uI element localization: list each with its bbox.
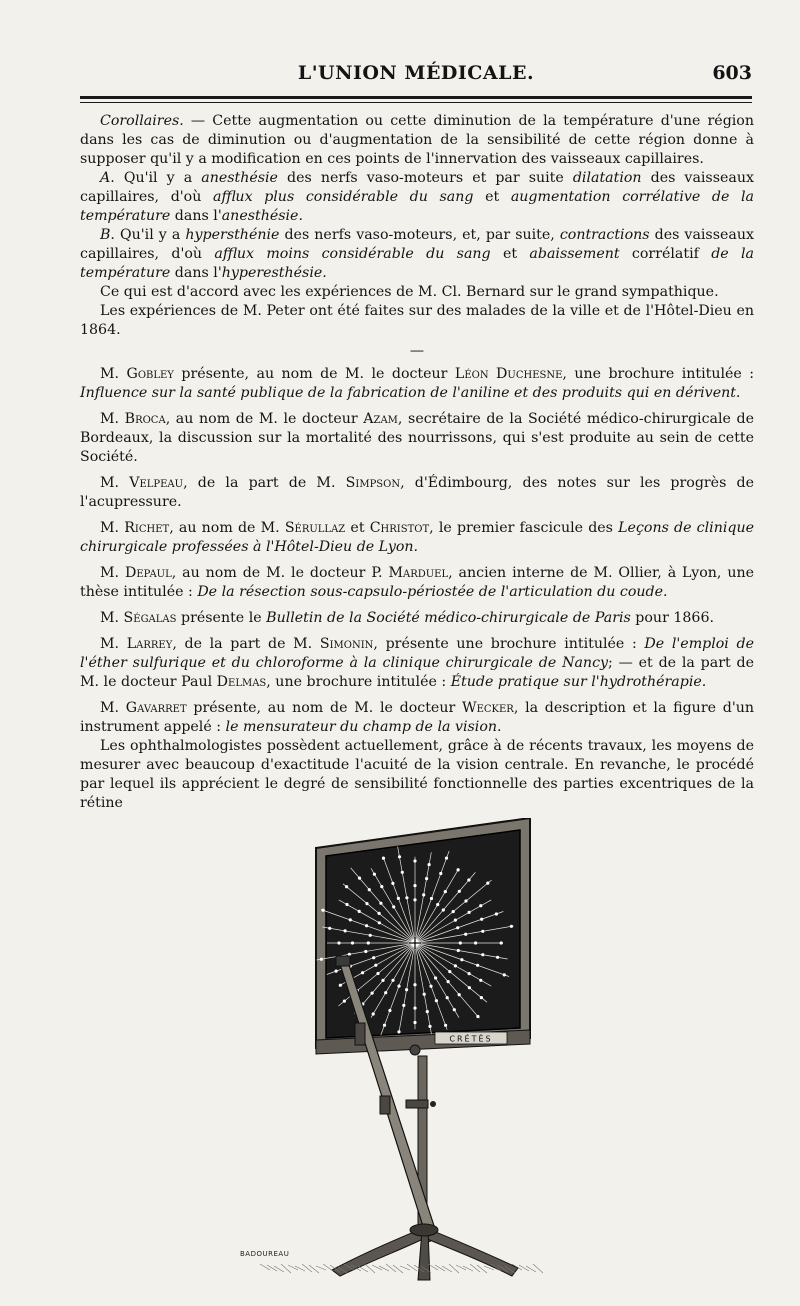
marker-dot	[365, 902, 368, 905]
paragraph-corollaires: Corollaires. — Cette augmentation ou cette diminution de la température d'une région dans les cas de diminution ou d'augmentation de la sensibilité de cette région donne à supposer qu'il y a modification en ces points de l'innervation des vaisseaux capillaires.	[80, 113, 754, 167]
figure-visual-field-instrument	[240, 818, 580, 1288]
hatch-line	[435, 1265, 445, 1271]
marker-dot	[413, 983, 416, 986]
marker-dot	[464, 899, 467, 902]
marker-dot	[457, 868, 460, 871]
hatch-line	[442, 1266, 452, 1272]
marker-dot	[358, 910, 361, 913]
marker-dot	[486, 882, 489, 885]
marker-dot	[481, 953, 484, 956]
marker-dot	[378, 912, 381, 915]
hatch-line	[393, 1265, 403, 1273]
marker-dot	[373, 873, 376, 876]
paragraph-ophtalmologistes: Les ophthalmologistes possèdent actuellement, grâce à de récents travaux, les moyens de mesurer avec beaucoup d'exactitude l'acuité de la vision centrale. En revanche, le procédé par lequel ils apprécient le degré de sensibilité fonctionnelle des parties excentriques de la rétine	[80, 738, 754, 811]
hatch-line	[463, 1266, 473, 1271]
marker-dot	[397, 985, 400, 988]
marker-dot	[510, 925, 513, 928]
marker-dot	[337, 941, 340, 944]
paragraph-velpeau: M. Velpeau, de la part de M. Simpson, d'Édimbourg, des notes sur les progrès de l'acupressure.	[80, 475, 755, 510]
marker-dot	[495, 912, 498, 915]
marker-dot	[374, 964, 377, 967]
marker-dot	[405, 988, 408, 991]
paragraph-broca: M. Broca, au nom de M. le docteur Azam, secrétaire de la Société médico-chirurgicale de Bordeaux, la discussion sur la mortalité des nourrissons, qui s'est produite au sein de cette Société.	[80, 411, 755, 465]
marker-dot	[413, 1021, 416, 1024]
hatch-line	[470, 1264, 480, 1272]
hatch-line	[372, 1265, 382, 1270]
marker-dot	[339, 984, 342, 987]
hatch-line	[316, 1266, 326, 1270]
header-rule-thin	[80, 102, 752, 103]
marker-dot	[448, 970, 451, 973]
marker-dot	[397, 897, 400, 900]
hatch-line	[260, 1264, 270, 1270]
marker-dot	[503, 973, 506, 976]
marker-dot	[444, 1024, 447, 1027]
base-leg-left	[332, 1228, 425, 1276]
marker-dot	[391, 882, 394, 885]
marker-dot	[388, 1009, 391, 1012]
marker-dot	[429, 985, 432, 988]
marker-dot	[378, 921, 381, 924]
marker-dot	[423, 993, 426, 996]
marker-dot	[430, 897, 433, 900]
marker-dot	[372, 1012, 375, 1015]
marker-dot	[500, 941, 503, 944]
page-number: 603	[712, 62, 752, 84]
marker-dot	[459, 941, 462, 944]
marker-dot	[479, 904, 482, 907]
marker-dot	[365, 924, 368, 927]
marker-dot	[343, 1000, 346, 1003]
corollaires-label: Corollaires.	[100, 113, 184, 129]
marker-dot	[458, 890, 461, 893]
paragraph-gavarret: M. Gavarret présente, au nom de M. le docteur Wecker, la description et la figure d'un instrument appelé : le mensurateur du champ de la vision.	[80, 700, 754, 735]
marker-dot	[345, 903, 348, 906]
marker-dot	[392, 905, 395, 908]
marker-dot	[476, 1015, 479, 1018]
marker-dot	[398, 855, 401, 858]
paragraph-depaul: M. Depaul, au nom de M. le docteur P. Marduel, ancien interne de M. Ollier, à Lyon, une thèse intitulée : De la résection sous-capsulo-périostée de l'articulation du coude.	[80, 565, 755, 600]
marker-dot	[426, 1010, 429, 1013]
marker-dot	[454, 919, 457, 922]
maker-label: CRÉTÈS	[449, 1034, 493, 1044]
marker-dot	[383, 1024, 386, 1027]
marker-dot	[436, 903, 439, 906]
hatch-line	[477, 1265, 487, 1273]
hatch-line	[365, 1264, 375, 1273]
marker-dot	[351, 941, 354, 944]
hatch-line	[274, 1266, 284, 1272]
hatch-line	[533, 1264, 543, 1273]
instrument-engraving	[240, 818, 580, 1288]
marker-dot	[425, 877, 428, 880]
marker-dot	[457, 949, 460, 952]
marker-dot	[413, 859, 416, 862]
paragraph-peter: Les expériences de M. Peter ont été faites sur des malades de la ville et de l'Hôtel-Dieu en 1864.	[80, 303, 754, 338]
paragraph-b: B. Qu'il y a hypersthénie des nerfs vaso-moteurs, et, par suite, contractions des vaisseaux capillaires, d'où afflux moins considérable du sang et abaissement corrélatif de la température dans l'hyperesthésie.	[80, 227, 755, 281]
marker-dot	[479, 979, 482, 982]
hatch-line	[358, 1266, 368, 1272]
item-b-label: B.	[100, 227, 115, 243]
marker-dot	[474, 941, 477, 944]
marker-dot	[348, 953, 351, 956]
marker-dot	[367, 941, 370, 944]
section-separator: —	[409, 343, 425, 359]
hatch-line	[323, 1264, 333, 1271]
marker-dot	[467, 878, 470, 881]
journal-title: L'UNION MÉDICALE.	[297, 62, 535, 84]
article-body	[80, 112, 754, 813]
marker-dot	[447, 980, 450, 983]
marker-dot	[428, 863, 431, 866]
marker-dot	[413, 898, 416, 901]
marker-dot	[458, 993, 461, 996]
marker-dot	[435, 999, 438, 1002]
base-leg-right	[425, 1228, 518, 1276]
paragraph-larrey: M. Larrey, de la part de M. Simonin, présente une brochure intitulée : De l'emploi de l'éther sulfurique et du chloroforme à la clinique chirurgicale de Nancy; — et de la part de M. le docteur Paul Delmas, une brochure intitulée : Étude pratique sur l'hydrothérapie.	[80, 636, 754, 690]
marker-dot	[397, 1030, 400, 1033]
marker-dot	[391, 979, 394, 982]
marker-dot	[453, 1008, 456, 1011]
marker-dot	[481, 930, 484, 933]
marker-dot	[413, 884, 416, 887]
hatch-line	[449, 1264, 459, 1273]
marker-dot	[361, 971, 364, 974]
marker-dot	[454, 964, 457, 967]
marker-dot	[445, 857, 448, 860]
marker-dot	[328, 927, 331, 930]
marker-dot	[468, 911, 471, 914]
hatch-line	[456, 1265, 466, 1270]
paragraph-a: A. Qu'il y a anesthésie des nerfs vaso-moteurs et par suite dilatation des vaisseaux capillaires, d'où afflux plus considérable du sang et augmentation corrélative de la température dans l'anesthésie.	[80, 170, 755, 224]
running-head	[80, 62, 752, 92]
marker-dot	[335, 970, 338, 973]
marker-dot	[401, 871, 404, 874]
marker-dot	[413, 1007, 416, 1010]
marker-dot	[384, 991, 387, 994]
marker-dot	[422, 893, 425, 896]
marker-dot	[379, 902, 382, 905]
marker-dot	[320, 958, 323, 961]
marker-dot	[444, 890, 447, 893]
marker-dot	[452, 910, 455, 913]
eyepiece	[336, 956, 350, 966]
item-a-label: A.	[100, 170, 115, 186]
marker-dot	[368, 888, 371, 891]
hatch-line	[407, 1264, 417, 1271]
marker-dot	[381, 979, 384, 982]
marker-dot	[428, 1025, 431, 1028]
marker-dot	[321, 909, 324, 912]
marker-dot	[468, 972, 471, 975]
marker-dot	[476, 964, 479, 967]
marker-dot	[496, 956, 499, 959]
marker-dot	[456, 926, 459, 929]
marker-dot	[468, 986, 471, 989]
marker-dot	[372, 956, 375, 959]
marker-dot	[382, 857, 385, 860]
paragraph-richet: M. Richet, au nom de M. Sérullaz et Christot, le premier fascicule des Leçons de clinique chirurgicale professées à l'Hôtel-Dieu de Lyon.	[80, 520, 754, 555]
marker-dot	[442, 908, 445, 911]
marker-dot	[405, 896, 408, 899]
hatch-line	[295, 1266, 305, 1271]
paragraph-accord: Ce qui est d'accord avec les expériences de M. Cl. Bernard sur le grand sympathique.	[100, 284, 719, 300]
marker-dot	[345, 885, 348, 888]
hatch-line	[281, 1264, 291, 1273]
marker-dot	[380, 885, 383, 888]
paragraph-segalas: M. Ségalas présente le Bulletin de la Société médico-chirurgicale de Paris pour 1866.	[100, 610, 714, 626]
hatch-line	[309, 1265, 319, 1273]
marker-dot	[364, 950, 367, 953]
hatch-line	[288, 1265, 298, 1270]
hatch-line	[400, 1266, 410, 1270]
marker-dot	[460, 958, 463, 961]
marker-dot	[402, 1004, 405, 1007]
marker-dot	[349, 918, 352, 921]
marker-dot	[369, 934, 372, 937]
hatch-line	[302, 1264, 312, 1272]
paragraph-gobley: M. Gobley présente, au nom de M. le docteur Léon Duchesne, une brochure intitulée : Influence sur la santé publique de la fabrication de l'aniline et des produits qui en dérivent.	[80, 366, 755, 401]
marker-dot	[376, 972, 379, 975]
hatch-line	[526, 1266, 536, 1272]
hatch-line	[267, 1265, 277, 1271]
marker-dot	[439, 872, 442, 875]
hatch-line	[379, 1266, 389, 1271]
engraver-signature: BADOUREAU	[240, 1250, 290, 1258]
hatch-line	[519, 1265, 529, 1271]
marker-dot	[344, 929, 347, 932]
marker-dot	[464, 933, 467, 936]
marker-dot	[371, 992, 374, 995]
marker-dot	[446, 996, 449, 999]
marker-dot	[434, 976, 437, 979]
marker-dot	[480, 918, 483, 921]
hatch-line	[386, 1264, 396, 1272]
header-rule-thick	[80, 96, 752, 99]
marker-dot	[358, 877, 361, 880]
marker-dot	[480, 996, 483, 999]
